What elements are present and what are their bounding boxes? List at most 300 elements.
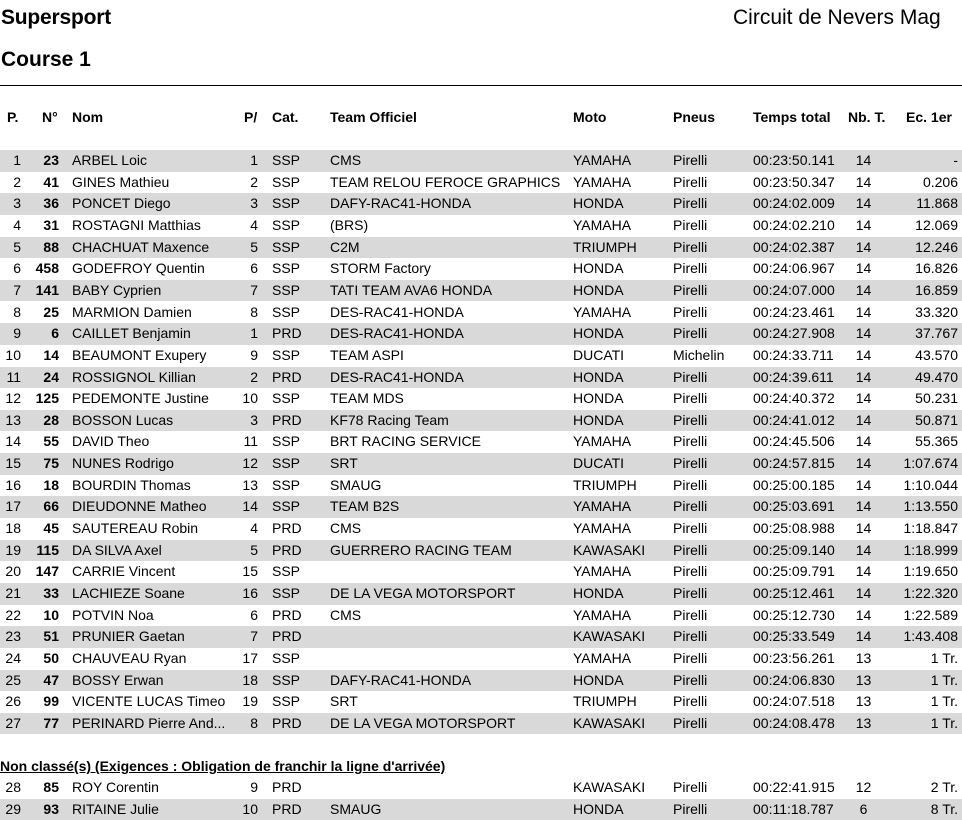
header-team: Team Officiel xyxy=(330,109,417,125)
cell-total-time: 00:24:39.611 xyxy=(753,368,834,385)
cell-rider-name: BEAUMONT Exupery xyxy=(72,346,207,363)
cell-rider-name: SAUTEREAU Robin xyxy=(72,520,199,537)
cell-position: 28 xyxy=(5,779,21,795)
cell-rider-name: GODEFROY Quentin xyxy=(72,260,205,277)
cell-total-time: 00:24:27.908 xyxy=(753,325,835,342)
cell-total-time: 00:24:06.830 xyxy=(753,671,835,688)
cell-moto: YAMAHA xyxy=(573,520,632,537)
cell-number: 85 xyxy=(43,779,59,795)
cell-laps: 14 xyxy=(855,390,872,407)
cell-team: BRT RACING SERVICE xyxy=(330,433,481,450)
cell-number: 14 xyxy=(43,346,59,363)
cell-position: 4 xyxy=(13,216,21,233)
cell-laps: 12 xyxy=(855,779,872,795)
cell-moto: HONDA xyxy=(573,800,624,817)
cell-gap: 1:10.044 xyxy=(903,476,958,493)
cell-moto: YAMAHA xyxy=(573,152,632,168)
cell-tyres: Pirelli xyxy=(673,585,708,601)
cell-position-category: 10 xyxy=(242,800,258,817)
cell-moto: YAMAHA xyxy=(573,563,632,580)
cell-team: DES-RAC41-HONDA xyxy=(330,368,464,385)
table-row xyxy=(0,280,962,302)
cell-gap: 43.570 xyxy=(915,346,958,363)
cell-moto: TRIUMPH xyxy=(573,476,637,493)
cell-position: 17 xyxy=(5,498,21,515)
table-row xyxy=(0,799,962,821)
cell-category: SSP xyxy=(272,649,301,666)
cell-tyres: Pirelli xyxy=(673,411,708,428)
cell-laps: 14 xyxy=(855,152,872,168)
cell-laps: 14 xyxy=(855,195,872,212)
cell-laps: 13 xyxy=(855,693,872,710)
cell-position-category: 11 xyxy=(243,433,258,450)
cell-laps: 14 xyxy=(855,238,872,255)
cell-total-time: 00:24:45.506 xyxy=(753,433,835,450)
cell-gap: 1:07.674 xyxy=(903,455,958,472)
cell-position-category: 1 xyxy=(250,325,258,342)
table-header xyxy=(0,106,962,128)
header-number: N° xyxy=(42,109,58,125)
cell-moto: KAWASAKI xyxy=(573,779,646,795)
cell-number: 33 xyxy=(43,585,59,601)
cell-laps: 14 xyxy=(855,455,872,472)
cell-moto: YAMAHA xyxy=(573,216,632,233)
cell-category: PRD xyxy=(272,779,302,795)
cell-category: SSP xyxy=(272,433,301,450)
cell-position: 24 xyxy=(5,649,21,666)
cell-number: 10 xyxy=(43,606,59,623)
cell-laps: 14 xyxy=(855,281,872,298)
cell-team: SRT xyxy=(330,455,358,472)
cell-position: 20 xyxy=(5,563,21,580)
cell-position-category: 5 xyxy=(250,541,258,558)
cell-laps: 13 xyxy=(855,714,872,731)
cell-number: 47 xyxy=(43,671,59,688)
table-row xyxy=(0,453,962,475)
cell-rider-name: RITAINE Julie xyxy=(72,800,159,817)
table-row xyxy=(0,561,962,583)
cell-category: SSP xyxy=(272,346,301,363)
cell-moto: KAWASAKI xyxy=(573,541,646,558)
cell-position: 2 xyxy=(13,173,21,190)
cell-tyres: Pirelli xyxy=(673,195,708,212)
cell-gap: 12.069 xyxy=(915,216,958,233)
header-total-time: Temps total xyxy=(753,109,831,125)
cell-gap: 12.246 xyxy=(915,238,958,255)
cell-gap: 37.767 xyxy=(915,325,958,342)
cell-number: 125 xyxy=(35,390,59,407)
header-gap: Ec. 1er xyxy=(906,109,952,125)
cell-position-category: 17 xyxy=(242,649,258,666)
cell-total-time: 00:24:02.210 xyxy=(753,216,835,233)
header-divider xyxy=(0,85,962,86)
cell-position-category: 7 xyxy=(250,281,258,298)
cell-category: PRD xyxy=(272,520,302,537)
cell-team: (BRS) xyxy=(330,216,369,233)
cell-rider-name: ROSTAGNI Matthias xyxy=(72,216,201,233)
cell-moto: YAMAHA xyxy=(573,173,632,190)
cell-rider-name: CAILLET Benjamin xyxy=(72,325,191,342)
cell-gap: 49.470 xyxy=(915,368,958,385)
cell-laps: 14 xyxy=(855,216,872,233)
cell-moto: YAMAHA xyxy=(573,303,632,320)
cell-rider-name: DIEUDONNE Matheo xyxy=(72,498,207,515)
cell-total-time: 00:24:02.387 xyxy=(753,238,835,255)
cell-position: 26 xyxy=(5,693,21,710)
cell-tyres: Pirelli xyxy=(673,476,708,493)
cell-gap: 55.365 xyxy=(915,433,958,450)
cell-laps: 14 xyxy=(855,520,872,537)
cell-position: 9 xyxy=(13,325,21,342)
cell-category: SSP xyxy=(272,693,301,710)
cell-team: CMS xyxy=(330,152,362,168)
cell-moto: YAMAHA xyxy=(573,606,632,623)
cell-position-category: 4 xyxy=(250,520,258,537)
cell-position: 3 xyxy=(13,195,21,212)
cell-total-time: 00:23:50.347 xyxy=(753,173,835,190)
cell-rider-name: PERINARD Pierre And... xyxy=(72,714,226,731)
cell-total-time: 00:25:09.140 xyxy=(753,541,835,558)
cell-position: 25 xyxy=(5,671,21,688)
cell-rider-name: DAVID Theo xyxy=(72,433,150,450)
cell-tyres: Pirelli xyxy=(673,433,708,450)
cell-gap: 1 Tr. xyxy=(930,671,958,688)
table-row xyxy=(0,713,962,735)
cell-position-category: 7 xyxy=(250,628,258,645)
cell-position: 5 xyxy=(13,238,21,255)
cell-position: 1 xyxy=(13,152,21,168)
cell-tyres: Pirelli xyxy=(673,779,708,795)
cell-tyres: Pirelli xyxy=(673,606,708,623)
cell-laps: 14 xyxy=(855,260,872,277)
cell-laps: 14 xyxy=(855,173,872,190)
cell-position-category: 15 xyxy=(242,563,258,580)
cell-tyres: Pirelli xyxy=(673,628,708,645)
cell-laps: 14 xyxy=(855,585,872,601)
cell-rider-name: LACHIEZE Soane xyxy=(72,585,185,601)
cell-tyres: Pirelli xyxy=(673,498,708,515)
cell-number: 88 xyxy=(43,238,59,255)
cell-total-time: 00:23:56.261 xyxy=(753,649,835,666)
cell-category: SSP xyxy=(272,195,301,212)
cell-tyres: Pirelli xyxy=(673,800,708,817)
cell-position: 27 xyxy=(5,714,21,731)
cell-position: 15 xyxy=(5,455,21,472)
cell-total-time: 00:24:23.461 xyxy=(753,303,835,320)
cell-moto: KAWASAKI xyxy=(573,714,646,731)
table-row xyxy=(0,475,962,497)
cell-category: SSP xyxy=(272,671,301,688)
cell-rider-name: BOSSON Lucas xyxy=(72,411,174,428)
cell-moto: HONDA xyxy=(573,585,624,601)
cell-laps: 14 xyxy=(855,628,872,645)
cell-tyres: Pirelli xyxy=(673,671,708,688)
cell-position: 21 xyxy=(5,585,21,601)
cell-tyres: Pirelli xyxy=(673,325,708,342)
cell-laps: 14 xyxy=(855,325,872,342)
cell-total-time: 00:24:07.000 xyxy=(753,281,835,298)
table-row xyxy=(0,691,962,713)
cell-gap: 1 Tr. xyxy=(930,714,958,731)
cell-tyres: Pirelli xyxy=(673,238,708,255)
results-title: Supersport xyxy=(1,6,112,29)
cell-team: SRT xyxy=(330,693,358,710)
cell-position: 18 xyxy=(5,520,21,537)
cell-tyres: Pirelli xyxy=(673,152,708,168)
cell-total-time: 00:24:33.711 xyxy=(753,346,834,363)
cell-position: 6 xyxy=(13,260,21,277)
cell-number: 24 xyxy=(43,368,59,385)
cell-gap: 11.868 xyxy=(916,195,958,212)
cell-total-time: 00:24:07.518 xyxy=(753,693,835,710)
cell-rider-name: POTVIN Noa xyxy=(72,606,154,623)
cell-total-time: 00:24:02.009 xyxy=(753,195,835,212)
cell-number: 45 xyxy=(43,520,59,537)
header-category: Cat. xyxy=(272,109,299,125)
cell-laps: 14 xyxy=(855,498,872,515)
cell-gap: - xyxy=(953,152,958,168)
cell-tyres: Pirelli xyxy=(673,368,708,385)
cell-moto: HONDA xyxy=(573,260,624,277)
cell-position: 22 xyxy=(5,606,21,623)
cell-laps: 14 xyxy=(855,541,872,558)
cell-moto: HONDA xyxy=(573,325,624,342)
cell-position: 12 xyxy=(5,390,21,407)
cell-tyres: Pirelli xyxy=(673,173,708,190)
cell-position: 7 xyxy=(13,281,21,298)
cell-team: DAFY-RAC41-HONDA xyxy=(330,195,472,212)
cell-rider-name: CHACHUAT Maxence xyxy=(72,238,210,255)
cell-position: 10 xyxy=(5,346,21,363)
cell-category: SSP xyxy=(272,563,301,580)
cell-moto: HONDA xyxy=(573,411,624,428)
table-row xyxy=(0,193,962,215)
table-row xyxy=(0,648,962,670)
cell-number: 93 xyxy=(43,800,59,817)
cell-rider-name: BOURDIN Thomas xyxy=(72,476,191,493)
cell-team: TEAM ASPI xyxy=(330,346,404,363)
cell-category: SSP xyxy=(272,152,301,168)
cell-rider-name: NUNES Rodrigo xyxy=(72,455,174,472)
cell-number: 66 xyxy=(43,498,59,515)
cell-position-category: 4 xyxy=(250,216,258,233)
cell-rider-name: CHAUVEAU Ryan xyxy=(72,649,187,666)
cell-team: DE LA VEGA MOTORSPORT xyxy=(330,714,516,731)
cell-team: TEAM RELOU FEROCE GRAPHICS xyxy=(330,173,561,190)
cell-number: 18 xyxy=(43,476,59,493)
cell-position-category: 8 xyxy=(250,303,258,320)
table-row xyxy=(0,518,962,540)
circuit-name: Circuit de Nevers Mag xyxy=(733,6,941,29)
cell-team: DAFY-RAC41-HONDA xyxy=(330,671,472,688)
cell-rider-name: ARBEL Loic xyxy=(72,152,147,168)
cell-gap: 1:13.550 xyxy=(903,498,958,515)
cell-total-time: 00:24:41.012 xyxy=(753,411,835,428)
cell-rider-name: PONCET Diego xyxy=(72,195,171,212)
header-tyres: Pneus xyxy=(673,109,716,125)
table-row xyxy=(0,670,962,692)
cell-number: 41 xyxy=(43,173,59,190)
cell-category: SSP xyxy=(272,585,301,601)
non-classified-heading: Non classé(s) (Exigences : Obligation de franchir la ligne d'arrivée) xyxy=(0,758,446,774)
cell-laps: 6 xyxy=(859,800,868,817)
cell-position-category: 19 xyxy=(242,693,258,710)
cell-moto: HONDA xyxy=(573,671,624,688)
cell-number: 36 xyxy=(43,195,59,212)
cell-gap: 0.206 xyxy=(922,173,958,190)
cell-number: 55 xyxy=(43,433,59,450)
cell-category: SSP xyxy=(272,303,301,320)
cell-gap: 33.320 xyxy=(915,303,958,320)
cell-number: 25 xyxy=(43,303,59,320)
cell-moto: HONDA xyxy=(573,281,624,298)
cell-tyres: Pirelli xyxy=(673,216,708,233)
cell-moto: TRIUMPH xyxy=(573,693,637,710)
cell-number: 77 xyxy=(43,714,59,731)
cell-total-time: 00:25:12.461 xyxy=(753,585,835,601)
cell-team: STORM Factory xyxy=(330,260,431,277)
cell-position-category: 6 xyxy=(250,260,258,277)
cell-number: 99 xyxy=(43,693,59,710)
cell-moto: HONDA xyxy=(573,195,624,212)
cell-position-category: 2 xyxy=(250,173,258,190)
table-row xyxy=(0,388,962,410)
cell-category: PRD xyxy=(272,628,302,645)
cell-category: SSP xyxy=(272,260,301,277)
header-position: P. xyxy=(7,109,19,125)
cell-position: 29 xyxy=(5,800,21,817)
cell-number: 6 xyxy=(51,325,59,342)
cell-position-category: 18 xyxy=(242,671,258,688)
cell-total-time: 00:25:12.730 xyxy=(753,606,835,623)
header-position-category: P/ xyxy=(244,109,258,125)
cell-gap: 1 Tr. xyxy=(930,649,958,666)
cell-team: DES-RAC41-HONDA xyxy=(330,325,464,342)
cell-position: 11 xyxy=(6,368,21,385)
cell-gap: 1:22.589 xyxy=(903,606,958,623)
cell-moto: KAWASAKI xyxy=(573,628,646,645)
cell-laps: 14 xyxy=(855,303,872,320)
cell-position-category: 9 xyxy=(250,779,258,795)
cell-number: 28 xyxy=(43,411,59,428)
cell-gap: 50.231 xyxy=(915,390,958,407)
cell-laps: 13 xyxy=(855,649,872,666)
cell-moto: HONDA xyxy=(573,390,624,407)
cell-tyres: Pirelli xyxy=(673,260,708,277)
cell-category: PRD xyxy=(272,325,302,342)
cell-team: GUERRERO RACING TEAM xyxy=(330,541,512,558)
cell-rider-name: BABY Cyprien xyxy=(72,281,162,298)
cell-total-time: 00:24:40.372 xyxy=(753,390,835,407)
cell-number: 50 xyxy=(43,649,59,666)
cell-team: CMS xyxy=(330,606,362,623)
cell-category: SSP xyxy=(272,476,301,493)
cell-category: PRD xyxy=(272,606,302,623)
table-row xyxy=(0,626,962,648)
cell-moto: YAMAHA xyxy=(573,649,632,666)
cell-position: 14 xyxy=(5,433,21,450)
cell-position-category: 14 xyxy=(242,498,258,515)
cell-total-time: 00:25:00.185 xyxy=(753,476,835,493)
cell-gap: 50.871 xyxy=(915,411,958,428)
cell-team: DE LA VEGA MOTORSPORT xyxy=(330,585,516,601)
cell-tyres: Pirelli xyxy=(673,714,708,731)
cell-rider-name: ROSSIGNOL Killian xyxy=(72,368,196,385)
table-row xyxy=(0,345,962,367)
cell-laps: 13 xyxy=(855,671,872,688)
cell-position-category: 13 xyxy=(242,476,258,493)
table-row xyxy=(0,302,962,324)
cell-gap: 1:18.847 xyxy=(903,520,958,537)
cell-moto: DUCATI xyxy=(573,455,625,472)
table-row xyxy=(0,215,962,237)
cell-rider-name: MARMION Damien xyxy=(72,303,192,320)
header-moto: Moto xyxy=(573,109,607,125)
cell-team: TATI TEAM AVA6 HONDA xyxy=(330,281,493,298)
cell-total-time: 00:24:08.478 xyxy=(753,714,835,731)
table-row xyxy=(0,496,962,518)
cell-position: 13 xyxy=(5,411,21,428)
cell-team: DES-RAC41-HONDA xyxy=(330,303,464,320)
cell-gap: 1:19.650 xyxy=(903,563,958,580)
cell-category: SSP xyxy=(272,455,301,472)
cell-category: SSP xyxy=(272,498,301,515)
cell-position: 16 xyxy=(5,476,21,493)
cell-laps: 14 xyxy=(855,563,872,580)
cell-laps: 14 xyxy=(855,411,872,428)
table-row xyxy=(0,172,962,194)
table-row xyxy=(0,150,962,172)
cell-gap: 2 Tr. xyxy=(930,779,958,795)
cell-position-category: 6 xyxy=(250,606,258,623)
cell-position-category: 10 xyxy=(242,390,258,407)
cell-total-time: 00:11:18.787 xyxy=(753,800,834,817)
cell-rider-name: DA SILVA Axel xyxy=(72,541,162,558)
cell-gap: 1:18.999 xyxy=(903,541,958,558)
table-row xyxy=(0,323,962,345)
cell-rider-name: CARRIE Vincent xyxy=(72,563,176,580)
table-row xyxy=(0,431,962,453)
header-laps: Nb. T. xyxy=(848,109,886,125)
cell-position: 8 xyxy=(13,303,21,320)
cell-moto: DUCATI xyxy=(573,346,625,363)
cell-team: KF78 Racing Team xyxy=(330,411,449,428)
cell-number: 75 xyxy=(43,455,59,472)
cell-category: PRD xyxy=(272,368,302,385)
cell-gap: 1:43.408 xyxy=(903,628,958,645)
cell-tyres: Pirelli xyxy=(673,520,708,537)
table-row xyxy=(0,605,962,627)
cell-total-time: 00:23:50.141 xyxy=(753,152,835,168)
cell-tyres: Pirelli xyxy=(673,649,708,666)
cell-gap: 1 Tr. xyxy=(930,693,958,710)
cell-team: C2M xyxy=(330,238,360,255)
cell-number: 23 xyxy=(43,152,59,168)
cell-position-category: 1 xyxy=(250,152,258,168)
cell-rider-name: GINES Mathieu xyxy=(72,173,170,190)
cell-tyres: Pirelli xyxy=(673,563,708,580)
cell-number: 51 xyxy=(43,628,59,645)
cell-position-category: 5 xyxy=(250,238,258,255)
cell-laps: 14 xyxy=(855,433,872,450)
table-row xyxy=(0,410,962,432)
cell-position: 23 xyxy=(5,628,21,645)
cell-number: 458 xyxy=(35,260,59,277)
cell-category: SSP xyxy=(272,390,301,407)
cell-rider-name: PRUNIER Gaetan xyxy=(72,628,185,645)
cell-gap: 16.826 xyxy=(915,260,958,277)
cell-laps: 14 xyxy=(855,368,872,385)
